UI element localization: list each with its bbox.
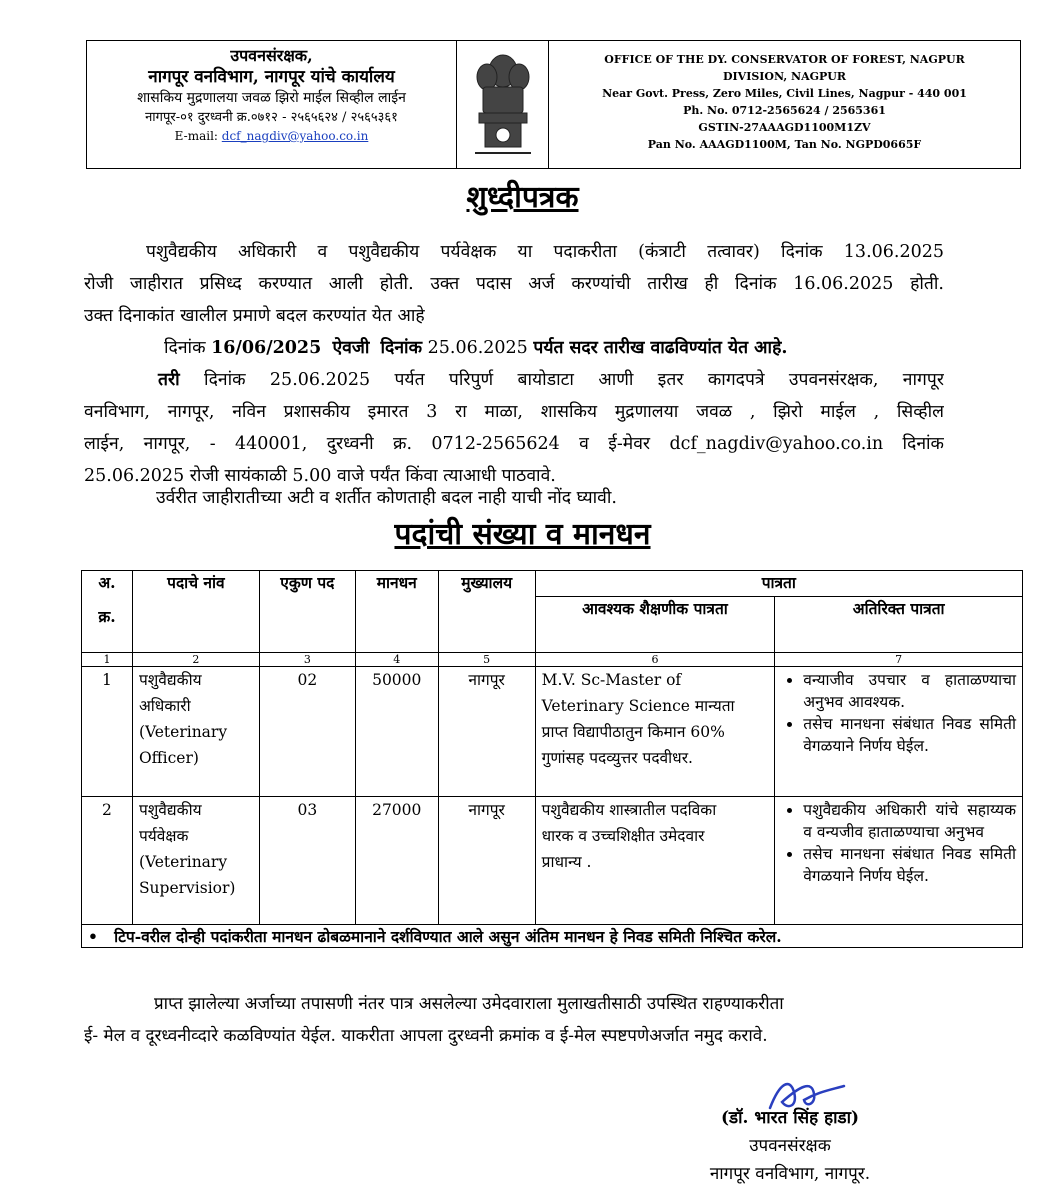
row1-post: पशुवैद्यकीय अधिकारी (Veterinary Officer) [132, 667, 259, 797]
para2-line4: 25.06.2025 रोजी सायंकाळी 5.00 वाजे पर्यंत किंवा त्याआधी पाठवावे. [84, 466, 556, 486]
row2-salary: 27000 [355, 797, 438, 925]
row1-salary: 50000 [355, 667, 438, 797]
paragraph-closing [84, 988, 964, 1052]
bullet-icon: • [88, 927, 115, 946]
header-sr: अ. क्र. [82, 571, 133, 653]
letterhead-english [549, 41, 1020, 168]
header-edu: आवश्यक शैक्षणीक पात्रता [535, 597, 775, 653]
posts-table [81, 570, 1023, 948]
office-name-english: OFFICE OF THE DY. CONSERVATOR OF FOREST, NAGPUR [604, 53, 965, 66]
row1-total: 02 [259, 667, 355, 797]
instead-word: ऐवजी [332, 338, 370, 358]
header-post: पदाचे नांव [132, 571, 259, 653]
closing-line1: प्राप्त झालेल्या अर्जाच्या तपासणी नंतर पात्र असलेल्या उमेदवाराला मुलाखतीसाठी उपस्थित राहण्याकरीता [154, 994, 784, 1014]
change-prefix-2: दिनांक [380, 338, 423, 358]
para2-line2: वनविभाग, नागपूर, नविन प्रशासकीय इमारत 3 रा माळा, शासकिय मुद्रणालया जवळ , झिरो माईल , सिव्हील [84, 402, 944, 422]
row2-hq: नागपूर [438, 797, 535, 925]
row2-extra [775, 797, 1023, 925]
header-hq: मुख्यालय [438, 571, 535, 653]
section-title: पदांची संख्या व मानधन [394, 517, 651, 552]
header-total: एकुण पद [259, 571, 355, 653]
office-phone-marathi: नागपूर-०१ दुरध्वनी क्र.०७१२ - २५६५६२४ / २५६५३६१ [145, 110, 398, 125]
office-address-english: Near Govt. Press, Zero Miles, Civil Lines, Nagpur - 440 001 [602, 87, 967, 100]
para3-line: उर्वरीत जाहीरातीच्या अटी व शर्तीत कोणताही बदल नाही याची नोंद घ्यावी. [156, 488, 617, 508]
table-note-row [82, 925, 1023, 948]
row1-sr: 1 [82, 667, 133, 797]
row1-edu: M.V. Sc-Master of Veterinary Science मान्यता प्राप्त विद्यापीठातुन किमान 60% गुणांसह पदव्युत्तर पदवीधर. [535, 667, 775, 797]
letterhead [86, 40, 1021, 169]
change-suffix: पर्यत सदर तारीख वाढविण्यांत येत आहे. [533, 338, 788, 358]
paragraph-corrigendum [84, 236, 944, 332]
email-link[interactable]: dcf_nagdiv@yahoo.co.in [221, 129, 369, 143]
row2-sr: 2 [82, 797, 133, 925]
list-item: • वन्याजीव उपचार व हाताळण्याचा अनुभव आवश्यक. [803, 669, 1016, 713]
office-name-marathi: नागपूर वनविभाग, नागपूर यांचे कार्यालय [148, 67, 395, 87]
row2-total: 03 [259, 797, 355, 925]
header-extra: अतिरिक्त पात्रता [775, 597, 1023, 653]
para2-line1: दिनांक 25.06.2025 पर्यत परिपुर्ण बायोडाटा आणी इतर कागदपत्रे उपवनसंरक्षक, नागपूर [204, 370, 944, 390]
office-division-english: DIVISION, NAGPUR [722, 70, 847, 83]
table-note: टिप-वरील दोन्ही पदांकरीता मानधन ढोबळमानाने दर्शविण्यात आले असुन अंतिम मानधन हे निवड समिती निश्चित करेल. [114, 927, 782, 946]
list-item: • तसेच मानधना संबंधात निवड समिती वेगळयाने निर्णय घेईल. [803, 843, 1016, 887]
table-row [82, 667, 1023, 797]
signatory-name: (डॉ. भारत सिंह हाडा) [720, 1108, 860, 1128]
column-number-row: 1 2 3 4 5 6 7 [82, 653, 1023, 667]
header-salary: मानधन [355, 571, 438, 653]
closing-line2: ई- मेल व दूरध्वनीव्दारे कळविण्यांत येईल. याकरीता आपला दुरध्वनी क्रमांक व ई-मेल स्पष्टपणेअर्जात नमुद करावे. [84, 1026, 768, 1046]
header-eligibility: पात्रता [535, 571, 1022, 597]
office-title-marathi: उपवनसंरक्षक, [230, 46, 313, 65]
table-row [82, 797, 1023, 925]
old-date: 16/06/2025 [211, 338, 322, 358]
office-address-marathi: शासकिय मुद्रणालया जवळ झिरो माईल सिव्हील लाईन [137, 90, 406, 106]
para2-line3: लाईन, नागपूर, - 440001, दुरध्वनी क्र. 0712-2565624 व ई-मेवर dcf_nagdiv@yahoo.co.in दिनांक [84, 434, 944, 454]
table-header-row [82, 571, 1023, 597]
letterhead-marathi [87, 41, 457, 168]
new-date: 25.06.2025 [427, 338, 528, 358]
paragraph-submission [84, 364, 944, 492]
list-item: • तसेच मानधना संबंधात निवड समिती वेगळयाने निर्णय घेईल. [803, 713, 1016, 757]
list-item: • पशुवैद्यकीय अधिकारी यांचे सहाय्यक व वन्यजीव हाताळण्याचा अनुभव [803, 799, 1016, 843]
row1-extra [775, 667, 1023, 797]
para1-line2: रोजी जाहीरात प्रसिध्द करण्यात आली होती. उक्त पदास अर्ज करण्यांची तारीख ही दिनांक 16.06.2025 होती. [84, 274, 944, 294]
page-title: शुध्दीपत्रक [466, 180, 579, 215]
para2-bold-start: तरी [158, 370, 180, 390]
office-email-line [87, 127, 456, 145]
email-label: E-mail: [174, 129, 218, 143]
row1-hq: नागपूर [438, 667, 535, 797]
signatory-designation: उपवनसंरक्षक [749, 1136, 831, 1156]
paragraph-terms [84, 482, 944, 514]
signature-block [700, 1104, 880, 1188]
emblem-icon [457, 41, 549, 168]
office-pan-tan: Pan No. AAAGD1100M, Tan No. NGPD0665F [647, 138, 922, 151]
office-phone-english: Ph. No. 0712-2565624 / 2565361 [683, 104, 886, 117]
signatory-office: नागपूर वनविभाग, नागपूर. [709, 1164, 871, 1184]
para1-line3: उक्त दिनाकांत खालील प्रमाणे बदल करण्यांत येत आहे [84, 306, 425, 326]
office-gstin: GSTIN-27AAAGD1100M1ZV [698, 121, 871, 134]
row2-edu: पशुवैद्यकीय शास्त्रातील पदविका धारक व उच्चशिक्षीत उमेदवार प्राधान्य . [535, 797, 775, 925]
change-prefix: दिनांक [164, 338, 206, 358]
date-change-line [84, 332, 944, 364]
row2-post: पशुवैद्यकीय पर्यवेक्षक (Veterinary Supervisior) [132, 797, 259, 925]
national-emblem [457, 41, 549, 168]
para1-line1: पशुवैद्यकीय अधिकारी व पशुवैद्यकीय पर्यवेक्षक या पदाकरीता (कंत्राटी तत्वावर) दिनांक 13.06.2025 [146, 242, 944, 262]
